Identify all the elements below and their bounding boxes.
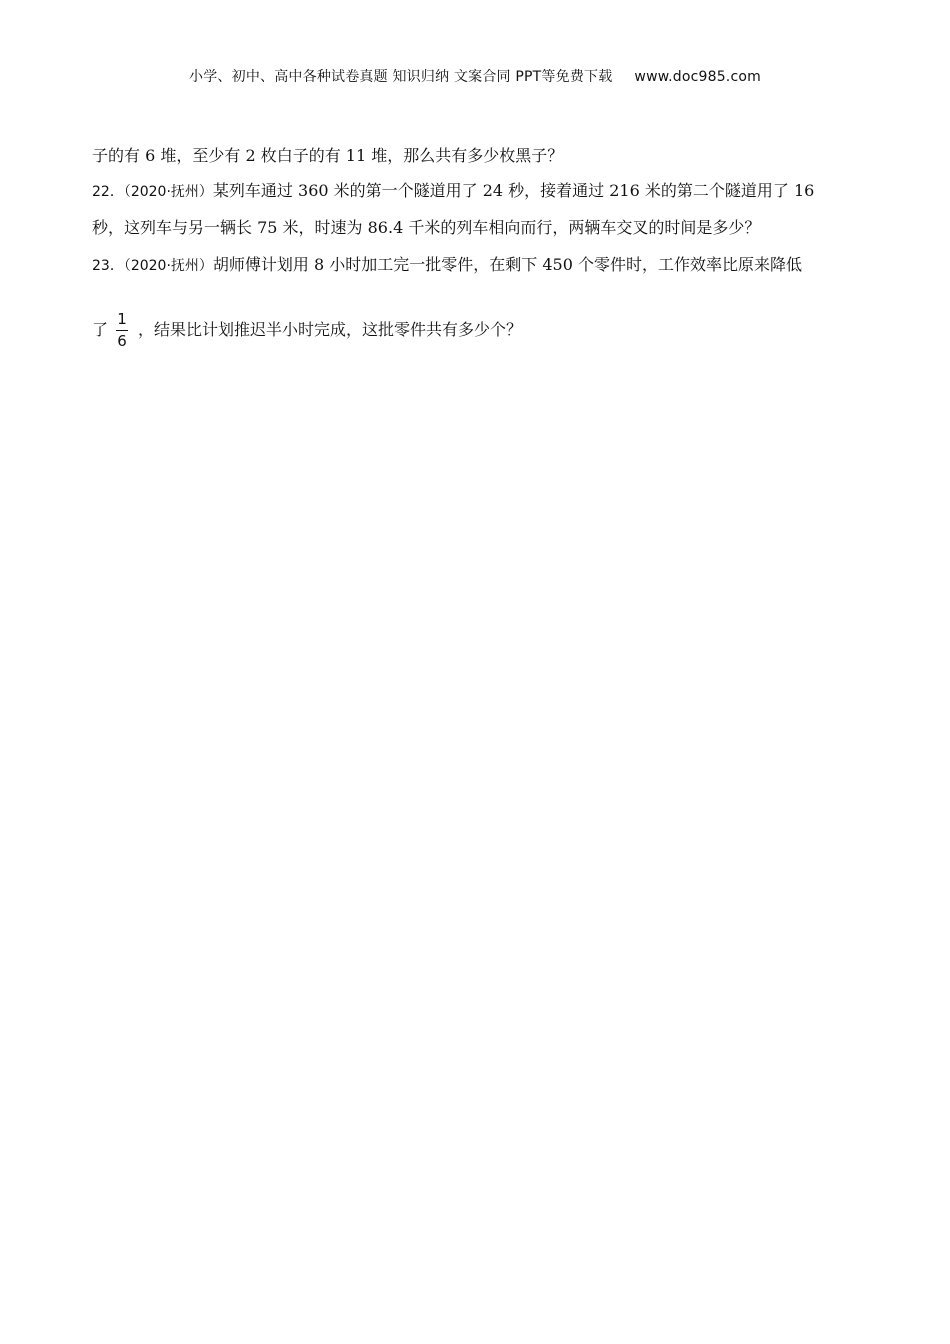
question-23-source: （2020·抚州） <box>123 258 213 274</box>
question-22-line-2: 秒，这列车与另一辆长 75 米，时速为 86.4 千米的列车相向而行，两辆车交叉的时间是多少？ <box>92 218 761 237</box>
header-title: 小学、初中、高中各种试卷真题 知识归纳 文案合同 PPT等免费下载 <box>189 69 613 85</box>
question-22-source: （2020·抚州） <box>123 184 213 200</box>
fraction-numerator: 1 <box>117 310 127 328</box>
question-23-text-1: 胡师傅计划用 8 小时加工完一批零件，在剩下 450 个零件时，工作效率比原来降低 <box>212 255 802 274</box>
question-23-text-before-fraction: 了 <box>92 320 109 339</box>
question-22-text-1: 某列车通过 360 米的第一个隧道用了 24 秒，接着通过 216 米的第二个隧道用了 16 <box>212 181 815 200</box>
question-23-line-2 <box>92 308 522 352</box>
fraction-bar <box>116 330 128 331</box>
question-23-line-1 <box>92 253 802 278</box>
question-23-number: 23． <box>92 258 124 274</box>
question-23-text-after-fraction: ，结果比计划推迟半小时完成，这批零件共有多少个？ <box>138 320 523 339</box>
page-header <box>0 66 950 86</box>
question-22-line-1 <box>92 179 814 204</box>
header-site: www.doc985.com <box>634 69 761 85</box>
fraction-denominator: 6 <box>117 332 127 350</box>
question-22-number: 22． <box>92 184 124 200</box>
question-21-tail: 子的有 6 堆，至少有 2 枚白子的有 11 堆，那么共有多少枚黑子？ <box>92 146 564 165</box>
fraction-one-sixth <box>116 310 128 351</box>
